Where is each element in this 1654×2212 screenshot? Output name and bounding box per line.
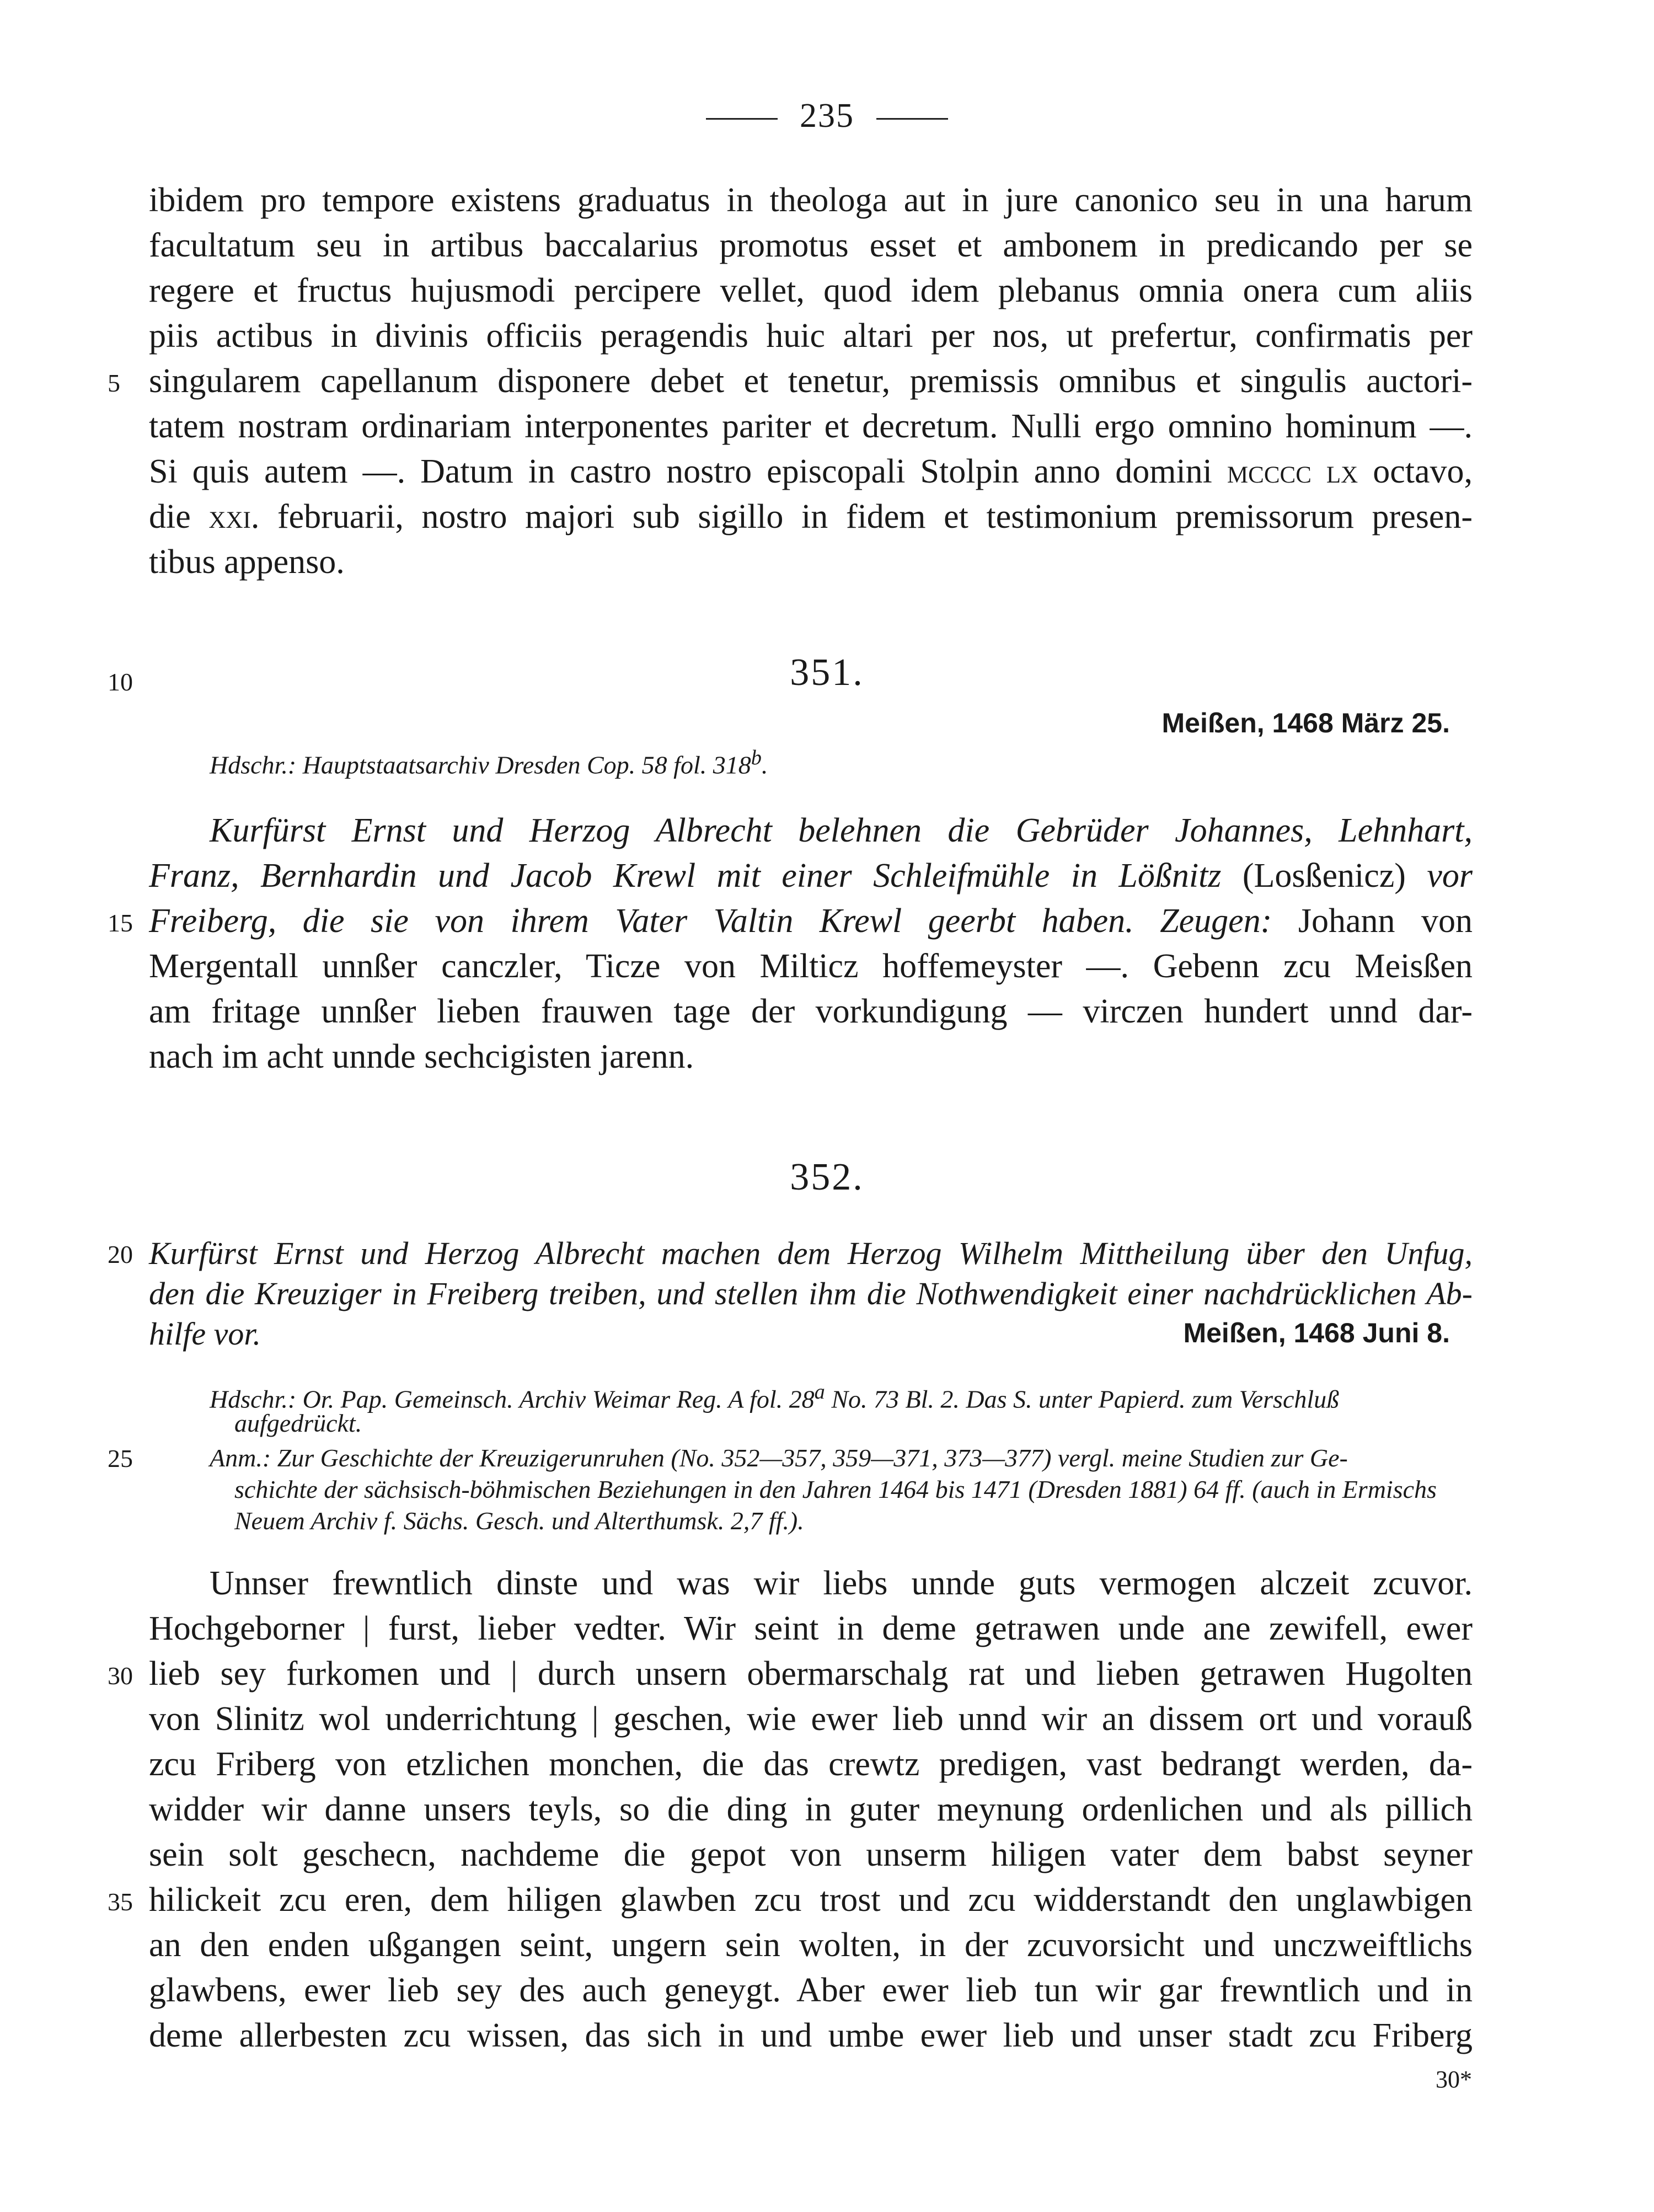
abstract-line: Franz, Bernhardin und Jacob Krewl mit einer Schleifmühle in Lößnitz (Losßenicz) vor — [149, 857, 1473, 895]
text-line: hilickeit zcu eren, dem hiligen glawben zcu trost und zcu widderstandt den unglawbigen — [149, 1881, 1473, 1919]
source-reference: aufgedrückt. — [234, 1409, 362, 1437]
text-line: von Slinitz wol underrichtung | geschen, wie ewer lieb unnd wir an dissem ort und vorauß — [149, 1700, 1473, 1738]
text-line: piis actibus in divinis officiis peragendis huic altari per nos, ut prefertur, confirmatis per — [149, 317, 1473, 355]
text-line: zcu Friberg von etzlichen monchen, die das crewtz predigen, vast bedrangt werden, da- — [149, 1745, 1473, 1783]
document-number: 351. — [790, 651, 864, 694]
annotation-line: Neuem Archiv f. Sächs. Gesch. und Alterthumsk. 2,7 ff.). — [234, 1507, 804, 1535]
source-reference: Hdschr.: Hauptstaatsarchiv Dresden Cop. 58 fol. 318$^b$. — [210, 746, 768, 779]
place-date: Meißen, 1468 Juni 8. — [1183, 1317, 1450, 1348]
text-line: tatem nostram ordinariam interponentes pariter et decretum. Nulli ergo omnino hominum —. — [149, 408, 1473, 445]
text-line: lieb sey furkomen und | durch unsern obermarschalg rat und lieben getrawen Hugolten — [149, 1655, 1473, 1693]
text-line: tibus appenso. — [149, 543, 345, 581]
text-line: nach im acht unnde sechcigisten jarenn. — [149, 1038, 694, 1075]
abstract-line: hilfe vor. — [149, 1316, 261, 1352]
text-line: Si quis autem —. Datum in castro nostro episcopali Stolpin anno domini mcccc lx octavo, — [149, 453, 1473, 490]
line-number: 10 — [108, 668, 133, 696]
abstract-line: Kurfürst Ernst und Herzog Albrecht machen dem Herzog Wilhelm Mittheilung über den Unfug, — [149, 1235, 1473, 1271]
annotation-line: Anm.: Zur Geschichte der Kreuzigerunruhen (No. 352—357, 359—371, 373—377) vergl. meine Studien zur Ge- — [210, 1444, 1348, 1472]
text-line: singularem capellanum disponere debet et tenetur, premissis omnibus et singulis auctori- — [149, 362, 1473, 400]
line-number: 30 — [108, 1662, 133, 1690]
text-line: sein solt geschecn, nachdeme die gepot von unserm hiligen vater dem babst seyner — [149, 1836, 1473, 1873]
abstract-line: Kurfürst Ernst und Herzog Albrecht belehnen die Gebrüder Johannes, Lehnhart, — [210, 812, 1473, 849]
abstract-line: den die Kreuziger in Freiberg treiben, und stellen ihm die Nothwendigkeit einer nachdrücklichen Ab- — [149, 1276, 1473, 1311]
roman-year: mcccc lx — [1227, 453, 1358, 490]
text-line: Unnser frewntlich dinste und was wir liebs unnde guts vermogen alczeit zcuvor. — [210, 1565, 1473, 1602]
text-line: ibidem pro tempore existens graduatus in theologa aut in jure canonico seu in una harum — [149, 181, 1473, 219]
line-number: 5 — [108, 369, 120, 397]
header-rule-left — [706, 118, 778, 120]
text-line: am fritage unnßer lieben frauwen tage der vorkundigung — virczen hundert unnd dar- — [149, 993, 1473, 1030]
text-line: an den enden ußgangen seint, ungern sein wolten, in der zcuvorsicht und unczweiftlichs — [149, 1926, 1473, 1964]
page-header — [0, 97, 1654, 136]
text-line: Mergentall unnßer canczler, Ticze von Milticz hoffemeyster —. Gebenn zcu Meisßen — [149, 947, 1473, 985]
signature-mark: 30* — [1436, 2066, 1472, 2093]
text-line: glawbens, ewer lieb sey des auch geneygt. Aber ewer lieb tun wir gar frewntlich und in — [149, 1972, 1473, 2009]
line-number: 25 — [108, 1444, 133, 1472]
line-number: 35 — [108, 1888, 133, 1916]
page-number: 235 — [800, 97, 854, 135]
annotation-line: schichte der sächsisch-böhmischen Beziehungen in den Jahren 1464 bis 1471 (Dresden 1881) 64 ff. (auch in Ermischs — [234, 1475, 1437, 1503]
text-line: facultatum seu in artibus baccalarius promotus esset et ambonem in predicando per se — [149, 227, 1473, 264]
text-line: die xxi. februarii, nostro majori sub sigillo in fidem et testimonium premissorum presen- — [149, 498, 1473, 535]
document-number: 352. — [790, 1156, 864, 1198]
line-number: 20 — [108, 1240, 133, 1268]
header-rule-right — [876, 118, 948, 120]
text-line: Hochgeborner | furst, lieber vedter. Wir seint in deme getrawen unde ane zewifell, ewer — [149, 1610, 1473, 1647]
source-reference: Hdschr.: Or. Pap. Gemeinsch. Archiv Weimar Reg. A fol. 28$^a$ No. 73 Bl. 2. Das S. unter Papierd. zum Verschluß — [210, 1380, 1340, 1413]
roman-day: xxi. — [208, 498, 260, 535]
text-line: deme allerbesten zcu wissen, das sich in und umbe ewer lieb und unser stadt zcu Friberg — [149, 2017, 1473, 2054]
text-line: widder wir danne unsers teyls, so die ding in guter meynung ordenlichen und als pillich — [149, 1791, 1473, 1828]
text-line: regere et fructus hujusmodi percipere vellet, quod idem plebanus omnia onera cum aliis — [149, 272, 1473, 309]
abstract-line: Freiberg, die sie von ihrem Vater Valtin Krewl geerbt haben. Zeugen: Johann von — [149, 902, 1473, 940]
place-date: Meißen, 1468 März 25. — [1161, 708, 1450, 738]
line-number: 15 — [108, 909, 133, 937]
